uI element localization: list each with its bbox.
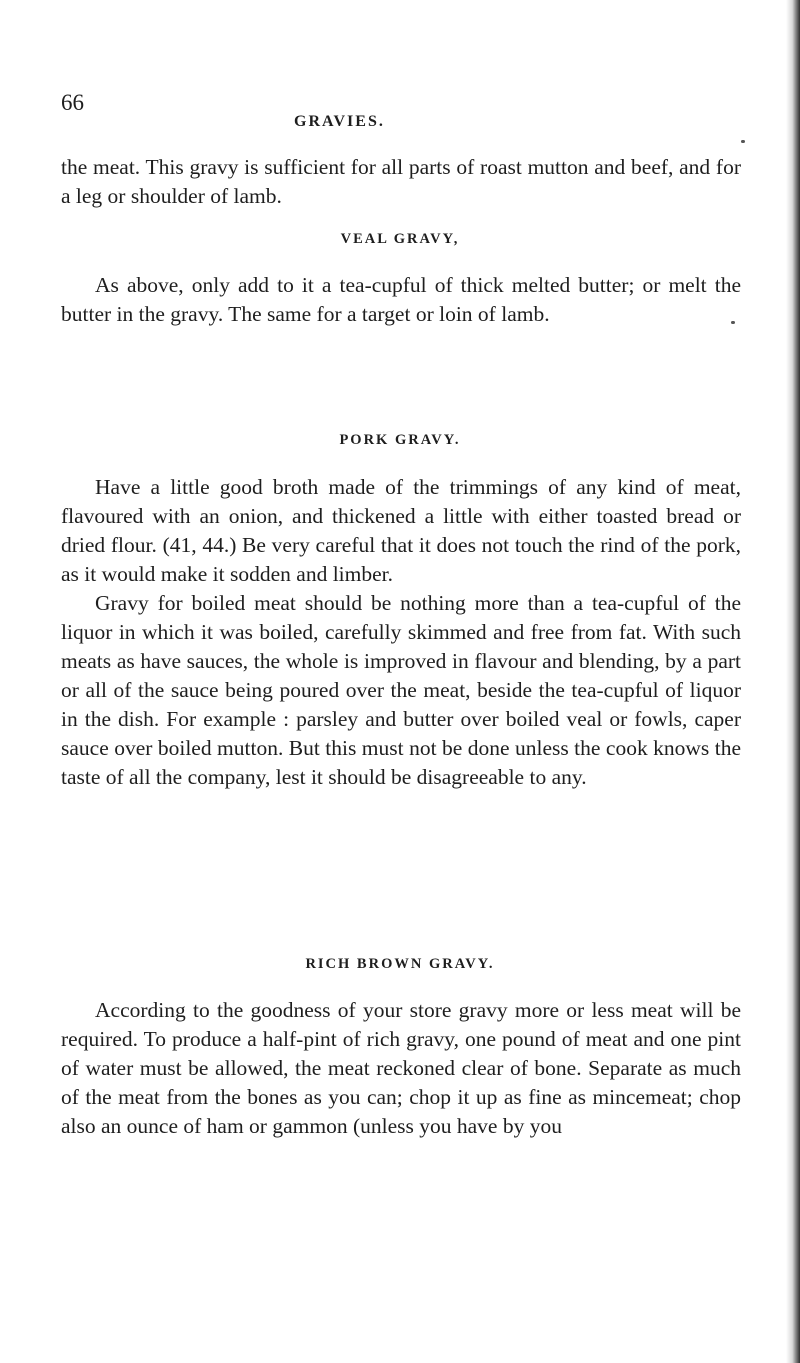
section-heading: VEAL GRAVY, bbox=[340, 231, 460, 247]
page-number: 66 bbox=[61, 90, 84, 115]
section-body bbox=[61, 473, 741, 792]
continued-paragraph bbox=[61, 153, 741, 211]
section-heading: PORK GRAVY. bbox=[339, 432, 461, 448]
section-heading: RICH BROWN GRAVY. bbox=[305, 956, 495, 972]
paragraph: According to the goodness of your store gravy more or less meat will be required. To produce a half-pint of rich gravy, one pound of meat and one pint of water must be allowed, the meat reckoned clear of bone. Separate as much of the meat from the bones as you can; chop it up as fine as mincemeat; chop also an ounce of ham or gammon (unless you have by you bbox=[61, 998, 741, 1138]
section-body bbox=[61, 996, 741, 1141]
page-edge-shadow bbox=[786, 0, 800, 1363]
paragraph: As above, only add to it a tea-cupful of thick melted butter; or melt the butter in the gravy. The same for a target or loin of lamb. bbox=[61, 273, 741, 326]
paragraph: Have a little good broth made of the trimmings of any kind of meat, flavoured with an onion, and thickened a little with either toasted bread or dried flour. (41, 44.) Be very careful that it does not touch the rind of the pork, as it would make it sodden and limber. bbox=[61, 475, 741, 586]
print-speck bbox=[741, 140, 745, 143]
section-body bbox=[61, 271, 741, 329]
paragraph: Gravy for boiled meat should be nothing more than a tea-cupful of the liquor in which it was boiled, carefully skimmed and free from fat. With such meats as have sauces, the whole is improved in flavour and blending, by a part or all of the sauce being poured over the meat, beside the tea-cupful of liquor in the dish. For example : parsley and butter over boiled veal or fowls, caper sauce over boiled mutton. But this must not be done unless the cook knows the taste of all the company, lest it should be disagreeable to any. bbox=[61, 591, 741, 789]
running-head: GRAVIES. bbox=[294, 113, 385, 130]
paragraph: the meat. This gravy is sufficient for all parts of roast mutton and beef, and for a leg or shoulder of lamb. bbox=[61, 155, 741, 208]
